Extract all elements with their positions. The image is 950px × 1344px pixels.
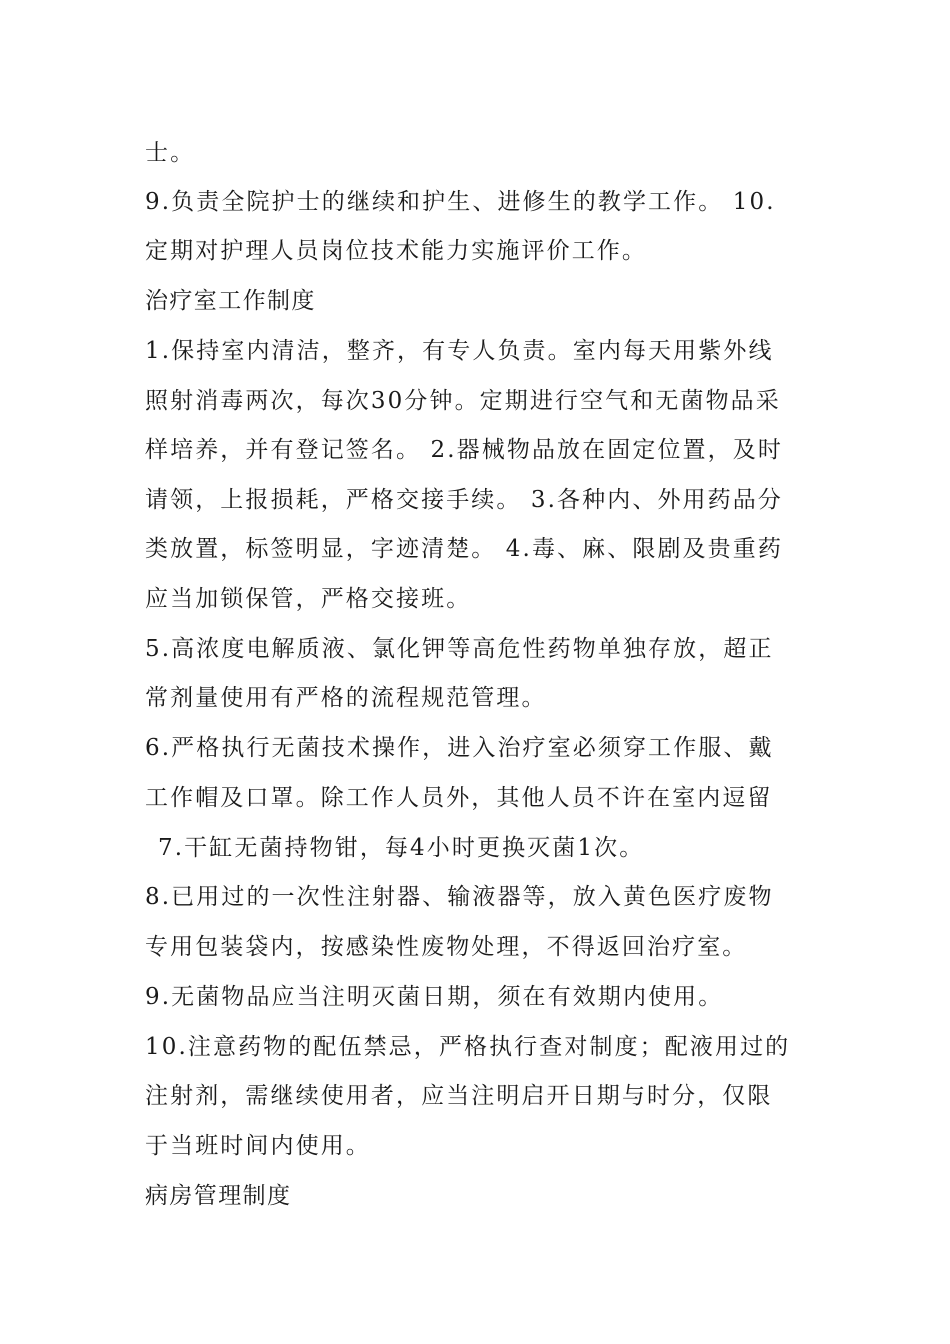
section-heading-ward-management: 病房管理制度 xyxy=(145,1183,292,1209)
text-line: 类放置，标签明显，字迹清楚。 4.毒、麻、限剧及贵重药 xyxy=(145,536,783,562)
text-line: 8.已用过的一次性注射器、输液器等，放入黄色医疗废物 xyxy=(145,884,774,910)
text-line: 常剂量使用有严格的流程规范管理。 xyxy=(145,685,547,711)
text-line: 照射消毒两次，每次30分钟。定期进行空气和无菌物品采 xyxy=(145,388,781,414)
text-line: 9.负责全院护士的继续和护生、进修生的教学工作。 10. xyxy=(145,189,776,215)
text-line: 9.无菌物品应当注明灭菌日期，须在有效期内使用。 xyxy=(145,984,724,1010)
text-line: 请领，上报损耗，严格交接手续。 3.各种内、外用药品分 xyxy=(145,487,783,513)
text-line: 士。 xyxy=(145,140,196,166)
text-line: 5.高浓度电解质液、氯化钾等高危性药物单独存放，超正 xyxy=(145,636,774,662)
text-line: 10.注意药物的配伍禁忌，严格执行查对制度；配液用过的 xyxy=(145,1034,791,1060)
section-heading-treatment-room: 治疗室工作制度 xyxy=(145,288,316,314)
text-line: 1.保持室内清洁，整齐，有专人负责。室内每天用紫外线 xyxy=(145,338,774,364)
text-line: 7.干缸无菌持物钳，每4小时更换灭菌1次。 xyxy=(158,835,645,861)
text-line: 工作帽及口罩。除工作人员外，其他人员不许在室内逗留 xyxy=(145,785,773,811)
text-line: 定期对护理人员岗位技术能力实施评价工作。 xyxy=(145,238,647,264)
text-line: 样培养，并有登记签名。 2.器械物品放在固定位置，及时 xyxy=(145,437,783,463)
text-line: 6.严格执行无菌技术操作，进入治疗室必须穿工作服、戴 xyxy=(145,735,774,761)
text-line: 注射剂，需继续使用者，应当注明启开日期与时分，仅限 xyxy=(145,1083,773,1109)
text-line: 专用包装袋内，按感染性废物处理，不得返回治疗室。 xyxy=(145,934,748,960)
text-line: 于当班时间内使用。 xyxy=(145,1133,371,1159)
text-line: 应当加锁保管，严格交接班。 xyxy=(145,586,472,612)
